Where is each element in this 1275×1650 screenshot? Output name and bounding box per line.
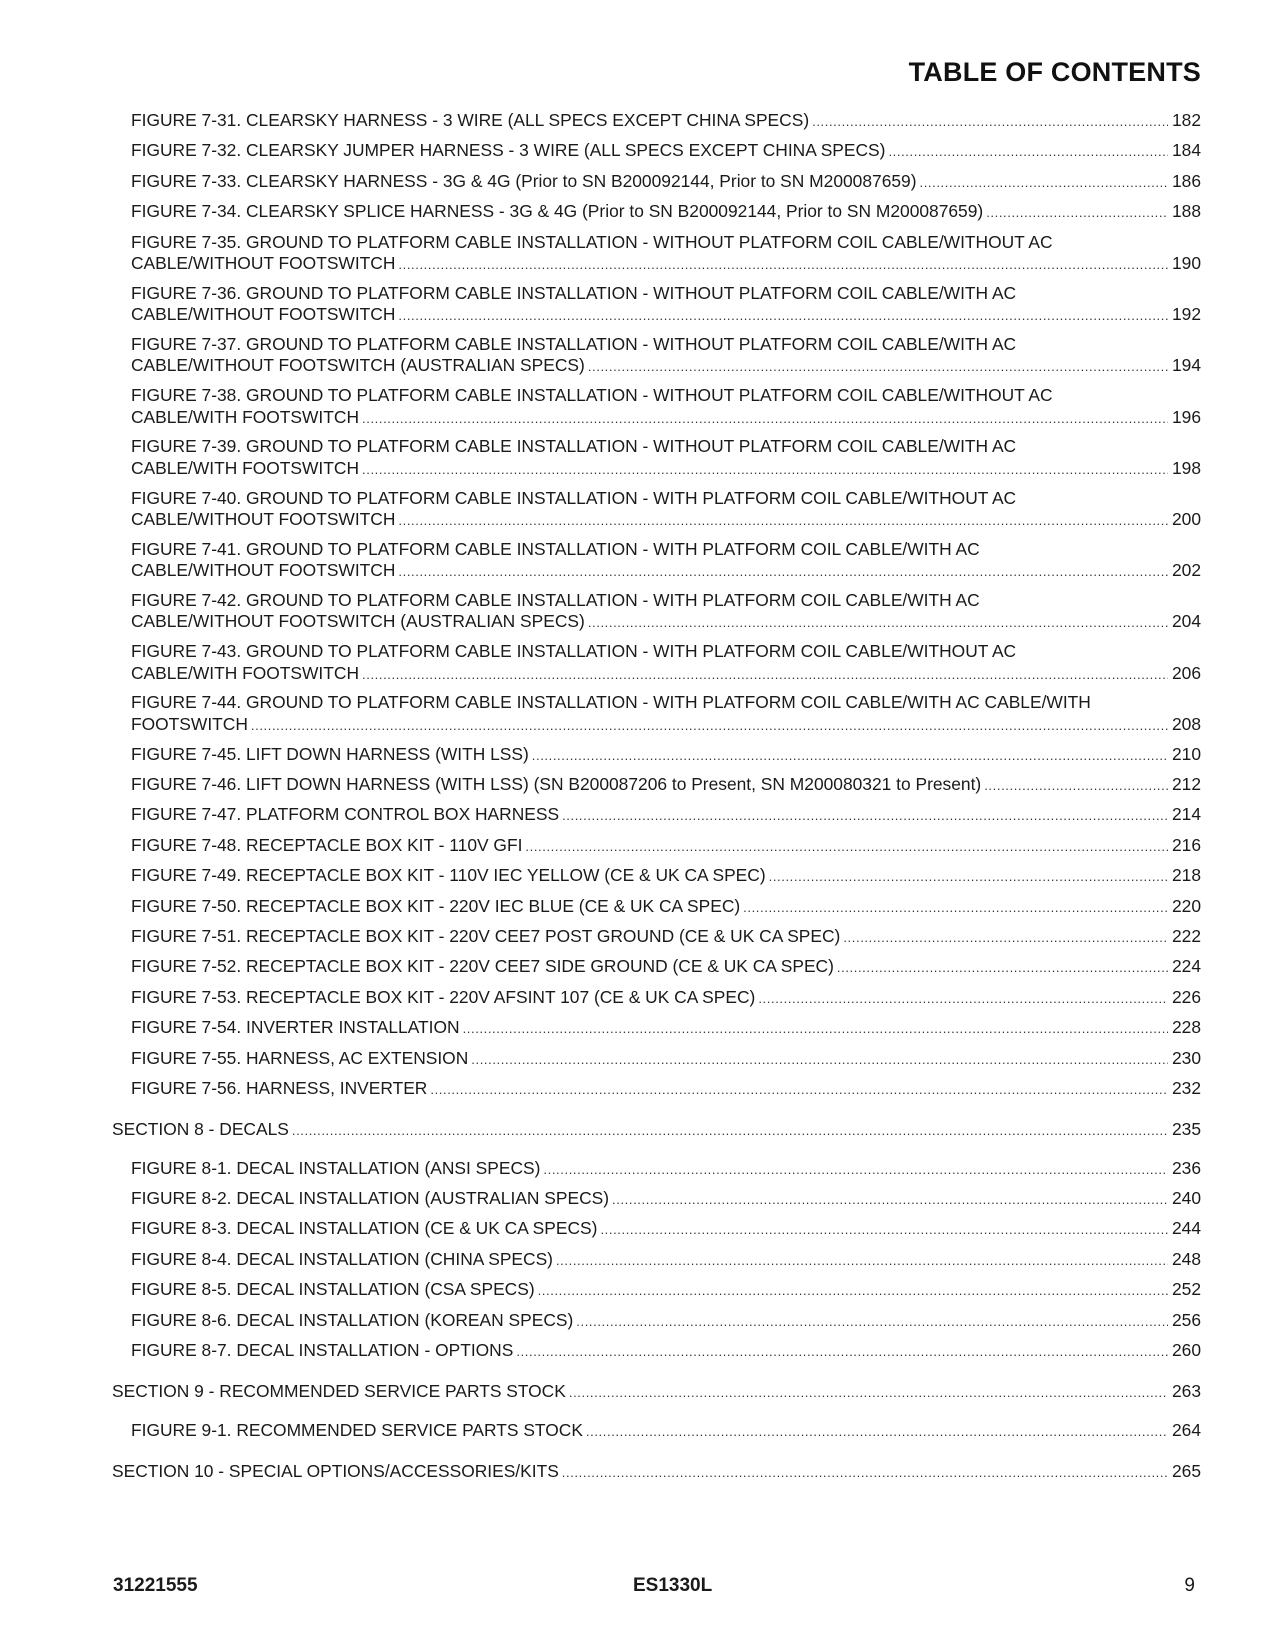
toc-entry-title: FIGURE 7-56. HARNESS, INVERTER: [131, 1078, 428, 1098]
toc-page-number: 264: [1171, 1419, 1201, 1440]
toc-page-number: 228: [1171, 1017, 1201, 1038]
toc-page-number: 236: [1171, 1157, 1201, 1178]
toc-entry-title-continued: CABLE/WITH FOOTSWITCH: [131, 457, 360, 478]
toc-entry-title: FIGURE 7-31. CLEARSKY HARNESS - 3 WIRE (ALL SPECS EXCEPT CHINA SPECS): [131, 110, 810, 130]
toc-entry-title-continued: FOOTSWITCH: [131, 713, 248, 734]
toc-entry-title: SECTION 9 - RECOMMENDED SERVICE PARTS STOCK: [112, 1381, 566, 1401]
toc-entry-title: FIGURE 7-41. GROUND TO PLATFORM CABLE INSTALLATION - WITH PLATFORM COIL CABLE/WITH AC: [131, 538, 980, 559]
dot-leader: [463, 1018, 1168, 1039]
toc-figure-entry[interactable]: [112, 110, 1201, 132]
dot-leader: [398, 305, 1168, 326]
toc-page-number: 200: [1171, 509, 1201, 529]
toc-entry-title: FIGURE 7-34. CLEARSKY SPLICE HARNESS - 3G & 4G (Prior to SN B200092144, Prior to SN M200087659): [131, 201, 984, 222]
toc-page-number: 186: [1171, 170, 1201, 191]
toc-figure-entry[interactable]: [112, 1158, 1201, 1180]
toc-figure-entry[interactable]: [112, 1078, 1201, 1100]
dot-leader: [292, 1120, 1168, 1141]
toc-entry-title: FIGURE 9-1. RECOMMENDED SERVICE PARTS STOCK: [131, 1419, 583, 1440]
dot-leader: [920, 172, 1168, 193]
toc-entry-title: FIGURE 7-47. PLATFORM CONTROL BOX HARNESS: [131, 804, 560, 825]
dot-leader: [362, 664, 1168, 685]
dot-leader: [362, 459, 1168, 480]
toc-entry-title: FIGURE 8-7. DECAL INSTALLATION - OPTIONS: [131, 1340, 514, 1360]
toc-figure-entry[interactable]: [112, 744, 1201, 766]
toc-page-number: 252: [1171, 1279, 1201, 1300]
toc-page-number: 263: [1171, 1381, 1201, 1401]
toc-figure-entry[interactable]: [112, 1310, 1201, 1332]
toc-page-number: 198: [1171, 457, 1201, 478]
toc-figure-entry[interactable]: [112, 1340, 1201, 1362]
toc-figure-entry[interactable]: [112, 896, 1201, 918]
toc-entry-title-continued: CABLE/WITHOUT FOOTSWITCH: [131, 304, 396, 325]
toc-entry-title: FIGURE 7-43. GROUND TO PLATFORM CABLE INSTALLATION - WITH PLATFORM COIL CABLE/WITHOUT AC: [131, 641, 1017, 662]
toc-figure-entry[interactable]: [112, 539, 1201, 583]
toc-page-number: 244: [1171, 1218, 1201, 1239]
toc-entry-title: FIGURE 8-1. DECAL INSTALLATION (ANSI SPECS): [131, 1157, 541, 1178]
toc-entry-title: FIGURE 7-32. CLEARSKY JUMPER HARNESS - 3 WIRE (ALL SPECS EXCEPT CHINA SPECS): [131, 140, 886, 161]
toc-section-entry[interactable]: [112, 1119, 1201, 1141]
toc-entry-title: FIGURE 7-37. GROUND TO PLATFORM CABLE INSTALLATION - WITHOUT PLATFORM COIL CABLE/WITH AC: [131, 334, 1017, 354]
dot-leader: [612, 1189, 1168, 1210]
dot-leader: [843, 927, 1168, 948]
toc-entry-title-continued: CABLE/WITHOUT FOOTSWITCH (AUSTRALIAN SPECS): [131, 355, 585, 376]
toc-figure-entry[interactable]: [112, 987, 1201, 1009]
dot-leader: [984, 775, 1168, 796]
toc-figure-entry[interactable]: [112, 1279, 1201, 1301]
toc-page-number: 235: [1171, 1119, 1201, 1139]
toc-page-number: 212: [1171, 774, 1201, 794]
toc-figure-entry[interactable]: [112, 1048, 1201, 1070]
dot-leader: [430, 1079, 1168, 1100]
toc-page-number: 224: [1171, 956, 1201, 977]
toc-page-number: 190: [1171, 253, 1201, 273]
dot-leader: [532, 745, 1168, 766]
toc-entry-title: FIGURE 7-52. RECEPTACLE BOX KIT - 220V CEE7 SIDE GROUND (CE & UK CA SPEC): [131, 956, 834, 977]
toc-page-number: 216: [1171, 834, 1201, 855]
dot-leader: [471, 1049, 1168, 1070]
toc-figure-entry[interactable]: [112, 1017, 1201, 1039]
toc-entry-title-continued: CABLE/WITH FOOTSWITCH: [131, 406, 360, 427]
toc-page-number: 232: [1171, 1078, 1201, 1098]
toc-entry-title-continued: CABLE/WITHOUT FOOTSWITCH (AUSTRALIAN SPECS): [131, 611, 585, 632]
toc-page-number: 188: [1171, 201, 1201, 222]
toc-entry-title: FIGURE 7-42. GROUND TO PLATFORM CABLE INSTALLATION - WITH PLATFORM COIL CABLE/WITH AC: [131, 590, 980, 610]
toc-entry-title: FIGURE 7-50. RECEPTACLE BOX KIT - 220V IEC BLUE (CE & UK CA SPEC): [131, 895, 741, 916]
toc-entry-title: FIGURE 7-55. HARNESS, AC EXTENSION: [131, 1047, 469, 1068]
dot-leader: [562, 1462, 1168, 1483]
toc-page-number: 220: [1171, 895, 1201, 916]
dot-leader: [569, 1382, 1168, 1403]
toc-section-entry[interactable]: [112, 1381, 1201, 1403]
dot-leader: [562, 805, 1168, 826]
dot-leader: [812, 111, 1168, 132]
dot-leader: [398, 254, 1168, 275]
toc-page-number: 194: [1171, 355, 1201, 376]
dot-leader: [251, 715, 1168, 736]
dot-leader: [516, 1341, 1168, 1362]
toc-page-number: 222: [1171, 926, 1201, 946]
toc-entry-title: FIGURE 8-6. DECAL INSTALLATION (KOREAN SPECS): [131, 1309, 574, 1330]
dot-leader: [362, 408, 1168, 429]
dot-leader: [743, 897, 1168, 918]
toc-entry-title: FIGURE 7-44. GROUND TO PLATFORM CABLE INSTALLATION - WITH PLATFORM COIL CABLE/WITH AC CABLE/WITH: [131, 692, 1091, 713]
toc-figure-entry[interactable]: [112, 1188, 1201, 1210]
toc-entry-title: FIGURE 7-54. INVERTER INSTALLATION: [131, 1017, 460, 1038]
toc-page-number: 218: [1171, 865, 1201, 886]
dot-leader: [837, 957, 1168, 978]
toc-page-number: 248: [1171, 1248, 1201, 1269]
toc-page-number: 202: [1171, 560, 1201, 581]
toc-figure-entry[interactable]: [112, 590, 1201, 634]
dot-leader: [576, 1311, 1168, 1332]
toc-figure-entry[interactable]: [112, 774, 1201, 796]
toc-figure-entry[interactable]: [112, 436, 1201, 480]
toc-entry-title-continued: CABLE/WITHOUT FOOTSWITCH: [131, 509, 396, 529]
dot-leader: [398, 561, 1168, 582]
toc-entry-title: SECTION 10 - SPECIAL OPTIONS/ACCESSORIES/KITS: [112, 1460, 559, 1481]
toc-figure-entry[interactable]: [112, 641, 1201, 685]
dot-leader: [769, 866, 1168, 887]
toc-entry-title: FIGURE 8-4. DECAL INSTALLATION (CHINA SPECS): [131, 1248, 553, 1269]
dot-leader: [588, 612, 1168, 633]
toc-entry-title: FIGURE 7-51. RECEPTACLE BOX KIT - 220V CEE7 POST GROUND (CE & UK CA SPEC): [131, 926, 841, 946]
dot-leader: [525, 836, 1168, 857]
footer-page-number: 9: [1184, 1575, 1195, 1596]
toc-entry-title: FIGURE 7-35. GROUND TO PLATFORM CABLE INSTALLATION - WITHOUT PLATFORM COIL CABLE/WITHOUT AC: [131, 231, 1053, 252]
toc-page-number: 265: [1171, 1460, 1201, 1481]
toc-figure-entry[interactable]: [112, 804, 1201, 826]
toc-figure-entry[interactable]: [112, 201, 1201, 223]
toc-page-number: 256: [1171, 1309, 1201, 1330]
toc-entry-title: FIGURE 7-46. LIFT DOWN HARNESS (WITH LSS) (SN B200087206 to Present, SN M200080321 to Present): [131, 774, 982, 794]
toc-page-number: 226: [1171, 986, 1201, 1007]
toc-figure-entry[interactable]: [112, 1249, 1201, 1271]
toc-page-number: 206: [1171, 662, 1201, 683]
toc-page-number: 214: [1171, 804, 1201, 825]
dot-leader: [586, 1421, 1168, 1442]
toc-entry-title: FIGURE 8-3. DECAL INSTALLATION (CE & UK CA SPECS): [131, 1218, 598, 1239]
toc-page-number: 230: [1171, 1047, 1201, 1068]
toc-figure-entry[interactable]: [112, 692, 1201, 736]
toc-page-number: 192: [1171, 304, 1201, 325]
toc-page-number: 184: [1171, 140, 1201, 161]
dot-leader: [888, 141, 1168, 162]
toc-entry-title: FIGURE 7-33. CLEARSKY HARNESS - 3G & 4G (Prior to SN B200092144, Prior to SN M200087659): [131, 170, 917, 191]
toc-figure-entry[interactable]: [112, 385, 1201, 429]
toc-entry-title-continued: CABLE/WITH FOOTSWITCH: [131, 662, 360, 683]
toc-figure-entry[interactable]: [112, 232, 1201, 276]
toc-figure-entry[interactable]: [112, 926, 1201, 948]
toc-entry-title: FIGURE 7-38. GROUND TO PLATFORM CABLE INSTALLATION - WITHOUT PLATFORM COIL CABLE/WITHOUT AC: [131, 385, 1053, 406]
footer-doc-number: 31221555: [113, 1575, 198, 1596]
toc-figure-entry[interactable]: [112, 1218, 1201, 1240]
toc-section-entry[interactable]: [112, 1461, 1201, 1483]
toc-entry-title: SECTION 8 - DECALS: [112, 1119, 289, 1139]
toc-entry-title: FIGURE 7-36. GROUND TO PLATFORM CABLE INSTALLATION - WITHOUT PLATFORM COIL CABLE/WITH AC: [131, 282, 1017, 303]
toc-entry-title: FIGURE 7-39. GROUND TO PLATFORM CABLE INSTALLATION - WITHOUT PLATFORM COIL CABLE/WITH AC: [131, 436, 1017, 457]
toc-entry-title: FIGURE 7-45. LIFT DOWN HARNESS (WITH LSS): [131, 743, 529, 764]
toc-entry-title: FIGURE 7-53. RECEPTACLE BOX KIT - 220V AFSINT 107 (CE & UK CA SPEC): [131, 986, 756, 1007]
toc-figure-entry[interactable]: [112, 283, 1201, 327]
toc-figure-entry[interactable]: [112, 140, 1201, 162]
toc-figure-entry[interactable]: [112, 835, 1201, 857]
toc-page-number: 204: [1171, 611, 1201, 632]
toc-figure-entry[interactable]: [112, 865, 1201, 887]
toc-page-number: 182: [1171, 110, 1201, 130]
dot-leader: [556, 1250, 1168, 1271]
dot-leader: [600, 1219, 1168, 1240]
toc-entry-title: FIGURE 7-49. RECEPTACLE BOX KIT - 110V IEC YELLOW (CE & UK CA SPEC): [131, 865, 766, 886]
toc-entry-title: FIGURE 7-40. GROUND TO PLATFORM CABLE INSTALLATION - WITH PLATFORM COIL CABLE/WITHOUT AC: [131, 487, 1017, 508]
toc-entry-title-continued: CABLE/WITHOUT FOOTSWITCH: [131, 560, 396, 581]
toc-figure-entry[interactable]: [112, 334, 1201, 378]
toc-figure-entry[interactable]: [112, 956, 1201, 978]
toc-page-number: 210: [1171, 743, 1201, 764]
dot-leader: [398, 510, 1168, 531]
toc-page-number: 240: [1171, 1188, 1201, 1208]
page-title: TABLE OF CONTENTS: [908, 57, 1201, 87]
toc-entry-title: FIGURE 8-5. DECAL INSTALLATION (CSA SPECS): [131, 1279, 535, 1300]
dot-leader: [538, 1280, 1168, 1301]
toc-page-number: 208: [1171, 713, 1201, 734]
dot-leader: [758, 988, 1168, 1009]
dot-leader: [543, 1159, 1168, 1180]
toc-entry-title: FIGURE 8-2. DECAL INSTALLATION (AUSTRALIAN SPECS): [131, 1188, 610, 1208]
toc-page-number: 196: [1171, 406, 1201, 427]
toc-figure-entry[interactable]: [112, 488, 1201, 532]
dot-leader: [986, 202, 1168, 223]
footer-model: ES1330L: [633, 1575, 713, 1596]
toc-entry-title-continued: CABLE/WITHOUT FOOTSWITCH: [131, 253, 396, 273]
toc-figure-entry[interactable]: [112, 171, 1201, 193]
toc-entry-title: FIGURE 7-48. RECEPTACLE BOX KIT - 110V GFI: [131, 834, 523, 855]
toc-page-number: 260: [1171, 1340, 1201, 1360]
toc-figure-entry[interactable]: [112, 1420, 1201, 1442]
dot-leader: [588, 356, 1168, 377]
